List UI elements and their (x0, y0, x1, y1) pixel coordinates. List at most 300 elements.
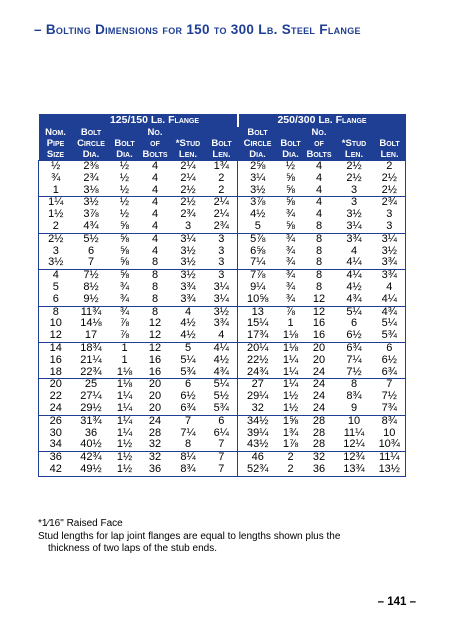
col-header: of (304, 138, 335, 149)
table-cell: 24 (39, 403, 73, 415)
table-cell: ⅝ (110, 270, 140, 282)
col-header: Dia. (238, 149, 278, 161)
col-header: of (140, 138, 171, 149)
group-header-300: 250/300 Lb. Flange (238, 114, 406, 127)
table-row (39, 257, 406, 269)
table-cell: 36 (84, 426, 98, 439)
table-cell: 2¼ (171, 161, 206, 173)
table-cell: 29¼ (238, 391, 278, 403)
table-cell: 2¾ (83, 171, 99, 184)
table-cell: 8 (151, 292, 159, 305)
table-cell: 27 (238, 379, 278, 391)
col-header (278, 127, 304, 138)
table-cell: ⅝ (278, 197, 304, 209)
page-title: – Bolting Dimensions for 150 to 300 Lb. Steel Flange (34, 22, 361, 37)
table-cell: 3¼ (346, 219, 362, 232)
table-cell: 6¼ (206, 428, 238, 440)
table-cell: 4 (171, 306, 206, 318)
table-cell: 1¾ (206, 161, 238, 173)
table-cell: 16 (148, 365, 162, 378)
table-row (39, 439, 406, 451)
table-cell: 3½ (180, 256, 196, 269)
table-cell: 24 (312, 401, 326, 414)
table-cell: 3 (206, 270, 238, 282)
table-cell: 6 (374, 342, 406, 354)
table-row (39, 185, 406, 197)
table-cell: 4 (140, 197, 171, 209)
table-cell: 14⅛ (80, 317, 102, 330)
table-cell: 2½ (374, 185, 406, 197)
table-cell: ⅝ (285, 219, 296, 232)
table-cell: 3 (206, 257, 238, 269)
table-cell: 6 (171, 379, 206, 391)
table-cell: 11¼ (374, 452, 406, 464)
table-cell: 18¾ (73, 342, 110, 354)
col-header: Len. (335, 149, 374, 161)
table-cell: 22¾ (80, 365, 102, 378)
table-row (39, 330, 406, 342)
table-cell: 2½ (346, 171, 362, 184)
table-cell: 9½ (83, 292, 99, 305)
table-row (39, 367, 406, 379)
table-cell: 3½ (238, 185, 278, 197)
table-cell: 6⅝ (238, 246, 278, 258)
table-cell: 7 (374, 379, 406, 391)
table-cell: 4 (140, 233, 171, 245)
table-cell: 6 (350, 317, 358, 330)
table-cell: 20 (140, 379, 171, 391)
table-cell: 2 (278, 464, 304, 476)
table-cell: 16 (39, 355, 73, 367)
table-cell: ⅞ (278, 306, 304, 318)
table-row (39, 355, 406, 367)
table-cell: 3 (374, 209, 406, 221)
table-cell: 4 (151, 208, 159, 221)
table-cell: 6½ (180, 390, 196, 403)
col-header: Bolts (304, 149, 335, 161)
col-header: Bolt (374, 138, 406, 149)
table-cell: 2 (206, 185, 238, 197)
col-header (171, 127, 206, 138)
table-cell: 24 (312, 390, 326, 403)
table-cell: 1¼ (116, 426, 133, 439)
table-cell: 4½ (238, 209, 278, 221)
table-row (39, 294, 406, 306)
table-cell: 20¼ (238, 342, 278, 354)
table-cell: 42 (39, 464, 73, 476)
table-cell: 2¼ (206, 197, 238, 209)
col-header: *Stud (171, 138, 206, 149)
table-cell: 1¼ (116, 401, 133, 414)
table-cell: 15¼ (238, 318, 278, 330)
col-header: No. (140, 127, 171, 138)
table-cell: 20 (312, 353, 326, 366)
table-cell: 9¼ (238, 282, 278, 294)
col-header: Bolt (238, 127, 278, 138)
col-header: Len. (171, 149, 206, 161)
table-cell: 2⅝ (238, 161, 278, 173)
col-header: Bolt (206, 138, 238, 149)
table-cell: ¾ (110, 306, 140, 318)
table-cell: 4½ (180, 317, 196, 330)
table-cell: 7 (206, 464, 238, 476)
table-cell: ⅝ (119, 219, 130, 232)
table-cell: 12 (304, 306, 335, 318)
table-cell: ½ (39, 161, 73, 173)
table-cell: 8 (304, 270, 335, 282)
raised-face-note: *1⁄16" Raised Face (38, 518, 123, 529)
table-cell: 32 (304, 452, 335, 464)
table-cell: 12 (148, 329, 162, 342)
table-cell: 8¼ (171, 452, 206, 464)
table-cell: 7 (87, 256, 95, 269)
table-cell: 5¼ (374, 318, 406, 330)
table-cell: ¾ (285, 244, 296, 257)
table-cell: 2 (278, 452, 304, 464)
table-cell: 1½ (39, 209, 73, 221)
table-cell: 3 (206, 233, 238, 245)
table-cell: 10⅝ (238, 294, 278, 306)
col-header (206, 127, 238, 138)
table-cell: 4 (151, 219, 159, 232)
table-cell: 1 (287, 317, 294, 330)
table-cell: 7½ (374, 391, 406, 403)
table-cell: 8¾ (171, 464, 206, 476)
table-cell: 2¾ (206, 221, 238, 233)
table-cell: 3¾ (374, 270, 406, 282)
table-cell: ¾ (285, 280, 296, 293)
table-cell: ¾ (285, 256, 296, 269)
col-header: Dia. (110, 149, 140, 161)
table-cell: 3¼ (171, 233, 206, 245)
table-cell: ¾ (285, 292, 296, 305)
table-cell: 3¼ (206, 294, 238, 306)
table-cell: 5¾ (206, 403, 238, 415)
col-header: Bolt (278, 138, 304, 149)
column-header-row-1 (39, 127, 406, 138)
table-cell: 29½ (80, 401, 102, 414)
table-cell: 6¾ (335, 342, 374, 354)
group-header-row (39, 114, 406, 127)
table-cell: 8 (140, 270, 171, 282)
table-cell: 34 (39, 439, 73, 451)
table-cell: 3 (335, 197, 374, 209)
table-cell: 4 (140, 161, 171, 173)
table-cell: 3¼ (238, 173, 278, 185)
table-cell: 5 (39, 282, 73, 294)
table-cell: 4 (315, 183, 323, 196)
table-cell: 4 (206, 330, 238, 342)
table-cell: 8¾ (346, 390, 362, 403)
col-header (374, 127, 406, 138)
table-cell: 7⅞ (238, 270, 278, 282)
table-cell: 22½ (238, 355, 278, 367)
table-cell: 34½ (238, 415, 278, 427)
table-cell: 32 (140, 452, 171, 464)
table-cell: 1 (110, 342, 140, 354)
table-cell: 4½ (346, 280, 362, 293)
table-cell: 3½ (346, 208, 362, 221)
table-cell: 13 (238, 306, 278, 318)
table-cell: 4¾ (206, 367, 238, 379)
table-cell: 12 (140, 342, 171, 354)
col-header: Dia. (278, 149, 304, 161)
table-cell: 3¾ (206, 318, 238, 330)
table-cell: 4 (304, 161, 335, 173)
table-cell: ½ (119, 183, 130, 196)
table-cell: 14 (39, 342, 73, 354)
table-cell: 4¼ (346, 256, 362, 269)
table-cell: 2¼ (180, 171, 196, 184)
column-header-row-2 (39, 138, 406, 149)
table-cell: 2½ (180, 183, 196, 196)
table-cell: 4 (315, 171, 323, 184)
table-row (39, 161, 406, 173)
col-header: Pipe (39, 138, 73, 149)
table-row (39, 464, 406, 476)
table-cell: 3 (206, 246, 238, 258)
col-header: *Stud (335, 138, 374, 149)
table-cell: 7½ (346, 365, 362, 378)
table-cell: 1½ (110, 464, 140, 476)
table-cell: 43½ (238, 439, 278, 451)
table-cell: 8 (315, 219, 323, 232)
col-header: Nom. (39, 127, 73, 138)
table-row (39, 233, 406, 245)
table-cell: 24¾ (238, 367, 278, 379)
col-header: Size (39, 149, 73, 161)
table-cell: 8 (315, 256, 323, 269)
table-cell: 3¾ (180, 292, 196, 305)
table-row (39, 403, 406, 415)
table-cell: 2½ (39, 233, 73, 245)
table-cell: 8 (335, 379, 374, 391)
table-cell: 8½ (83, 280, 99, 293)
table-cell: 7½ (73, 270, 110, 282)
table-cell: 12¼ (343, 438, 365, 451)
table-cell: 1¼ (110, 415, 140, 427)
table-cell: ⅞ (119, 317, 130, 330)
col-header: Circle (73, 138, 110, 149)
table-cell: 2½ (335, 161, 374, 173)
table-cell: 2¾ (374, 197, 406, 209)
table-cell: 20 (148, 390, 162, 403)
table-cell: 12¾ (335, 452, 374, 464)
table-cell: 17¾ (238, 330, 278, 342)
table-cell: 1 (39, 185, 73, 197)
table-row (39, 221, 406, 233)
table-cell: 4 (151, 183, 159, 196)
col-header: Dia. (73, 149, 110, 161)
table-cell: 2¼ (206, 209, 238, 221)
table-cell: ¾ (285, 208, 296, 221)
table-cell: 3¼ (374, 233, 406, 245)
table-cell: 16 (312, 329, 326, 342)
table-cell: 5¼ (206, 379, 238, 391)
table-row (39, 415, 406, 427)
table-cell: 2 (374, 161, 406, 173)
table-cell: 10 (374, 428, 406, 440)
table-cell: 5 (238, 221, 278, 233)
table-cell: 1¼ (282, 353, 299, 366)
table-cell: 16 (312, 317, 326, 330)
table-cell: 7 (206, 452, 238, 464)
col-header: Bolts (140, 149, 171, 161)
table-cell: 2¾ (180, 208, 196, 221)
table-cell: 1⅞ (282, 438, 299, 451)
table-cell: 1¼ (39, 197, 73, 209)
table-cell: 7¼ (346, 353, 362, 366)
table-cell: 20 (304, 342, 335, 354)
table-cell: 5¾ (180, 365, 196, 378)
table-cell: 6¾ (374, 367, 406, 379)
table-cell: 4 (374, 282, 406, 294)
table-cell: ½ (278, 161, 304, 173)
table-cell: 13¾ (335, 464, 374, 476)
table-cell: 6 (39, 294, 73, 306)
table-cell: 4¼ (374, 294, 406, 306)
table-cell: ¾ (119, 280, 130, 293)
col-header: Len. (206, 149, 238, 161)
group-header-150: 125/150 Lb. Flange (73, 114, 238, 127)
table-cell: 4¾ (83, 219, 99, 232)
table-cell: 1½ (282, 390, 299, 403)
table-cell: 12 (148, 317, 162, 330)
table-cell: 6¾ (180, 401, 196, 414)
table-cell: 28 (312, 426, 326, 439)
table-cell: ½ (110, 197, 140, 209)
table-cell: 24 (140, 415, 171, 427)
table-cell: 36 (304, 464, 335, 476)
table-cell: 3¾ (180, 280, 196, 293)
table-cell: 20 (148, 401, 162, 414)
table-cell: 16 (148, 353, 162, 366)
table-cell: ½ (119, 208, 130, 221)
table-cell: 2⅜ (73, 161, 110, 173)
col-header (110, 127, 140, 138)
table-cell: 4½ (206, 355, 238, 367)
table-cell: ¾ (39, 173, 73, 185)
table-cell: 6 (87, 244, 95, 257)
table-cell: 3¾ (374, 257, 406, 269)
table-cell: 31¾ (73, 415, 110, 427)
table-cell: 1⅛ (278, 342, 304, 354)
table-cell: 27¼ (80, 390, 102, 403)
table-cell: 18 (39, 367, 73, 379)
table-cell: 22 (39, 391, 73, 403)
table-cell: 1½ (110, 452, 140, 464)
table-cell: 1½ (282, 401, 299, 414)
table-cell: 49½ (73, 464, 110, 476)
table-cell: 26 (39, 415, 73, 427)
table-cell: 28 (304, 415, 335, 427)
table-cell: 1¼ (116, 390, 133, 403)
table-cell: 36 (39, 452, 73, 464)
table-cell: 5 (171, 342, 206, 354)
table-cell: 20 (39, 379, 73, 391)
table-cell: ¾ (278, 270, 304, 282)
table-cell: 6 (206, 415, 238, 427)
table-cell: 46 (238, 452, 278, 464)
table-cell: 1⅝ (278, 415, 304, 427)
table-cell: 4 (315, 208, 323, 221)
table-row (39, 282, 406, 294)
table-cell: 42¾ (73, 452, 110, 464)
table-cell: 4¼ (335, 270, 374, 282)
table-cell: ⅝ (119, 244, 130, 257)
table-cell: 3½ (171, 270, 206, 282)
table-cell: 4 (39, 270, 73, 282)
table-cell: 4 (151, 244, 159, 257)
page-number: – 141 – (377, 596, 416, 608)
table-cell: ⅞ (119, 329, 130, 342)
col-header: Bolt (73, 127, 110, 138)
table-cell: 1½ (116, 438, 133, 451)
table-cell: ⅝ (285, 183, 296, 196)
table-cell: 1¾ (282, 426, 299, 439)
table-cell: 28 (312, 438, 326, 451)
table-cell: 4 (350, 244, 358, 257)
table-cell: 36 (140, 464, 171, 476)
table-cell: 40½ (80, 438, 102, 451)
table-cell: 13½ (374, 464, 406, 476)
table-cell: 3½ (374, 246, 406, 258)
table-cell: 4¾ (374, 306, 406, 318)
table-cell: 2 (39, 221, 73, 233)
table-cell: 5¾ (374, 330, 406, 342)
table-row (39, 173, 406, 185)
table-cell: 8¾ (374, 415, 406, 427)
table-cell: 5¼ (180, 353, 196, 366)
table-cell: 24 (304, 379, 335, 391)
header-spacer (39, 114, 73, 127)
table-cell: 8 (151, 256, 159, 269)
bolting-dimensions-table (38, 114, 406, 477)
table-cell: 3⅞ (238, 197, 278, 209)
table-cell: 7¼ (238, 257, 278, 269)
table-cell: 21¼ (80, 353, 102, 366)
table-cell: 6½ (374, 355, 406, 367)
table-cell: 1⅛ (282, 329, 299, 342)
table-cell: 28 (148, 426, 162, 439)
table-cell: 5¼ (335, 306, 374, 318)
table-cell: 8 (184, 438, 192, 451)
table-cell: 7 (206, 439, 238, 451)
table-cell: 1¼ (278, 379, 304, 391)
table-cell: 4¼ (206, 342, 238, 354)
table-cell: 52¾ (238, 464, 278, 476)
table-cell: 5½ (206, 391, 238, 403)
table-cell: 7¾ (374, 403, 406, 415)
table-cell: 2½ (171, 197, 206, 209)
col-header (335, 127, 374, 138)
table-cell: 3½ (206, 306, 238, 318)
table-cell: ¾ (278, 233, 304, 245)
table-cell: 1⅛ (110, 379, 140, 391)
table-cell: 5⅞ (238, 233, 278, 245)
table-cell: 7¼ (180, 426, 196, 439)
table-row (39, 342, 406, 354)
table-cell: ½ (110, 161, 140, 173)
table-cell: 32 (238, 403, 278, 415)
table-cell: ⅝ (119, 256, 130, 269)
col-header: No. (304, 127, 335, 138)
table-cell: 17 (84, 329, 98, 342)
table-cell: 32 (148, 438, 162, 451)
table-cell: 3 (350, 183, 358, 196)
table-cell: 3¼ (206, 282, 238, 294)
table-cell: 3½ (39, 257, 73, 269)
